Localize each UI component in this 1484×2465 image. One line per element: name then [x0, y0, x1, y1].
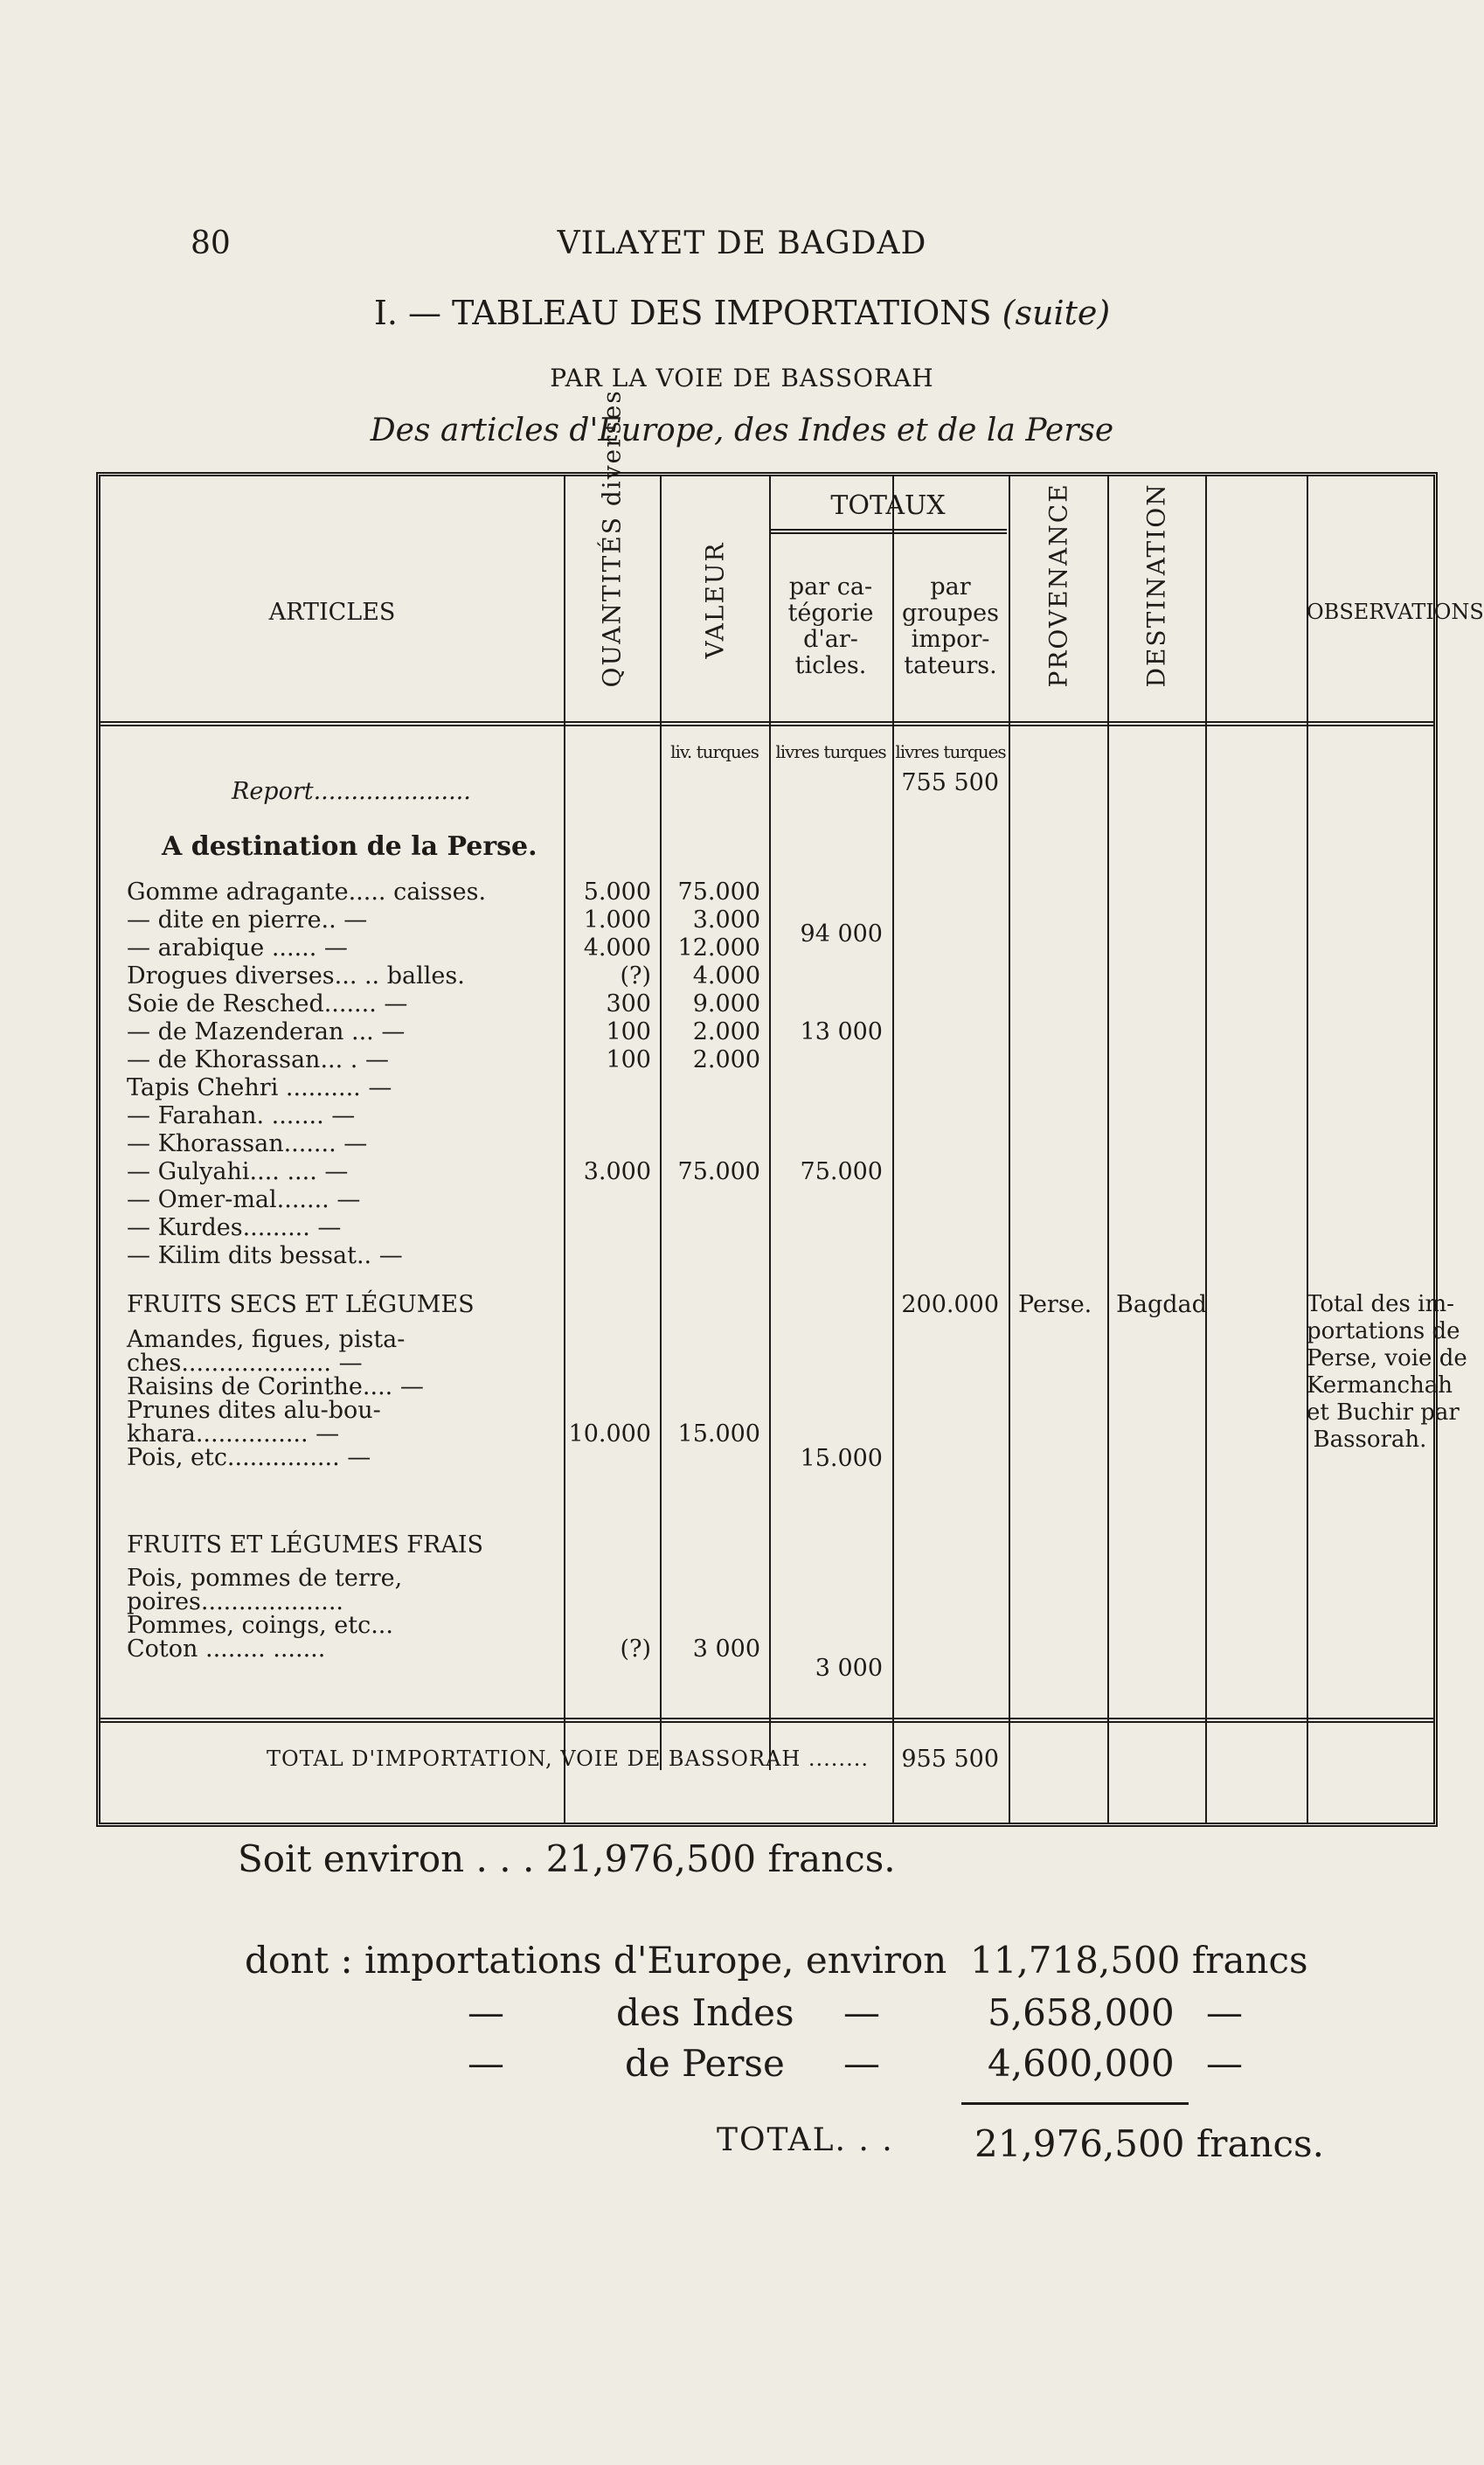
observations-value: Total des im- portations de Perse, voie de Kermanchah et Buchir par Bassorah. [1307, 1291, 1467, 1453]
row-valeur: 4.000 [692, 962, 760, 989]
table-title [0, 294, 1484, 332]
summary-rule [961, 2102, 1189, 2105]
row-article: Pommes, coings, etc... [127, 1612, 393, 1639]
provenance-value: Perse. [1018, 1291, 1092, 1318]
row-valeur: 75.000 [677, 878, 760, 906]
row-article: Soie de Resched....... — [127, 990, 408, 1017]
row-valeur: 3.000 [692, 906, 760, 934]
row-article: Drogues diverses... .. balles. [127, 962, 465, 989]
row-article: — Kurdes......... — [127, 1214, 342, 1241]
header-par-groupes: par groupes impor- tateurs. [902, 573, 999, 679]
summary-dash: — [468, 2042, 504, 2085]
summary-dash: — [1206, 1991, 1243, 2034]
header-quantites: QUANTITÉS diverses [597, 389, 627, 688]
row-article: Tapis Chehri .......... — [127, 1074, 392, 1101]
row-article: — Gulyahi.... .... — [127, 1158, 349, 1185]
row-article: — Farahan. ....... — [127, 1102, 356, 1129]
row-article: ches.................... — [127, 1350, 363, 1377]
subtitle-voie: PAR LA VOIE DE BASSORAH [550, 364, 934, 392]
header-totaux: TOTAUX [830, 490, 946, 521]
unit-valeur: liv. turques [670, 741, 759, 762]
summary-indes-label: des Indes [616, 1991, 794, 2034]
total-fruits-secs: 15.000 [800, 1445, 883, 1472]
summary-total-label: TOTAL. . . [717, 2122, 894, 2158]
summary-dash: — [468, 1991, 504, 2034]
page-header: VILAYET DE BAGDAD [557, 226, 927, 261]
row-quantite: 1.000 [583, 906, 651, 934]
row-article: Raisins de Corinthe.... — [127, 1373, 424, 1400]
header-provenance: PROVENANCE [1044, 483, 1073, 688]
report-label: Report..................... [232, 778, 471, 805]
summary-dash: — [843, 1991, 880, 2034]
header-articles: ARTICLES [268, 599, 396, 626]
header-destination: DESTINATION [1141, 483, 1171, 688]
unit-groupes: livres turques [895, 741, 1006, 762]
row-article: poires................... [127, 1588, 343, 1615]
row-valeur: 2.000 [692, 1018, 760, 1045]
total-gommes: 94 000 [800, 920, 883, 948]
row-article: Gomme adragante..... caisses. [127, 878, 487, 906]
summary-total: 21,976,500 francs. [974, 2122, 1324, 2165]
summary-dash: — [843, 2042, 880, 2085]
row-quantite: (?) [620, 1635, 651, 1663]
header-observations: OBSERVATIONS [1307, 600, 1484, 624]
row-valeur: 15.000 [677, 1420, 760, 1448]
row-valeur: 9.000 [692, 990, 760, 1017]
summary-dash: — [1206, 2042, 1243, 2085]
total-soies: 13 000 [800, 1018, 883, 1045]
total-value: 955 500 [901, 1746, 999, 1773]
row-valeur: 12.000 [677, 934, 760, 962]
row-quantite: 3.000 [583, 1158, 651, 1185]
subtitle-articles: Des articles d'Europe, des Indes et de la Perse [370, 413, 1114, 448]
row-quantite: 100 [606, 1046, 651, 1073]
row-quantite: 100 [606, 1018, 651, 1045]
row-quantite: 300 [606, 990, 651, 1017]
total-tapis: 75.000 [800, 1158, 883, 1185]
row-article: Pois, etc............... — [127, 1444, 371, 1471]
row-article: — arabique ...... — [127, 934, 348, 962]
table-title-suite: (suite) [1002, 294, 1111, 332]
header-valeur: VALEUR [700, 541, 730, 659]
row-quantite: 5.000 [583, 878, 651, 906]
row-valeur: 75.000 [677, 1158, 760, 1185]
row-article: Prunes dites alu-bou- [127, 1397, 381, 1424]
total-groupes: 200.000 [901, 1291, 999, 1318]
section-fruits-secs: FRUITS SECS ET LÉGUMES [127, 1291, 475, 1318]
row-article: — Khorassan....... — [127, 1130, 368, 1157]
row-article: — de Khorassan... . — [127, 1046, 389, 1073]
row-article: Pois, pommes de terre, [127, 1565, 403, 1592]
row-article: Coton ........ ....... [127, 1635, 326, 1663]
row-article: — Kilim dits bessat.. — [127, 1242, 403, 1269]
summary-dont: dont : importations d'Europe, environ [245, 1939, 947, 1982]
total-label: TOTAL D'IMPORTATION, VOIE DE BASSORAH ........ [267, 1746, 869, 1771]
page-number: 80 [191, 226, 231, 261]
report-value: 755 500 [901, 769, 999, 796]
summary-europe: 11,718,500 francs [970, 1939, 1308, 1982]
row-valeur: 3 000 [692, 1635, 760, 1663]
section-fruits-frais: FRUITS ET LÉGUMES FRAIS [127, 1531, 483, 1559]
row-quantite: 4.000 [583, 934, 651, 962]
header-par-categorie: par ca- tégorie d'ar- ticles. [787, 573, 874, 679]
unit-categorie: livres turques [775, 741, 886, 762]
row-quantite: (?) [620, 962, 651, 989]
table-title-main: I. — TABLEAU DES IMPORTATIONS [373, 294, 992, 332]
destination-value: Bagdad [1116, 1291, 1207, 1318]
row-article: — Omer-mal....... — [127, 1186, 361, 1213]
row-article: — dite en pierre.. — [127, 906, 368, 934]
section-perse: A destination de la Perse. [162, 831, 537, 862]
summary-perse-label: de Perse [625, 2042, 785, 2085]
summary-soit: Soit environ . . . 21,976,500 francs. [238, 1837, 896, 1880]
total-coton: 3 000 [815, 1655, 883, 1682]
row-quantite: 10.000 [568, 1420, 651, 1448]
summary-perse: 4,600,000 [988, 2042, 1175, 2085]
row-article: — de Mazenderan ... — [127, 1018, 406, 1045]
row-article: Amandes, figues, pista- [127, 1326, 406, 1353]
row-article: khara............... — [127, 1420, 340, 1448]
summary-indes: 5,658,000 [988, 1991, 1175, 2034]
row-valeur: 2.000 [692, 1046, 760, 1073]
